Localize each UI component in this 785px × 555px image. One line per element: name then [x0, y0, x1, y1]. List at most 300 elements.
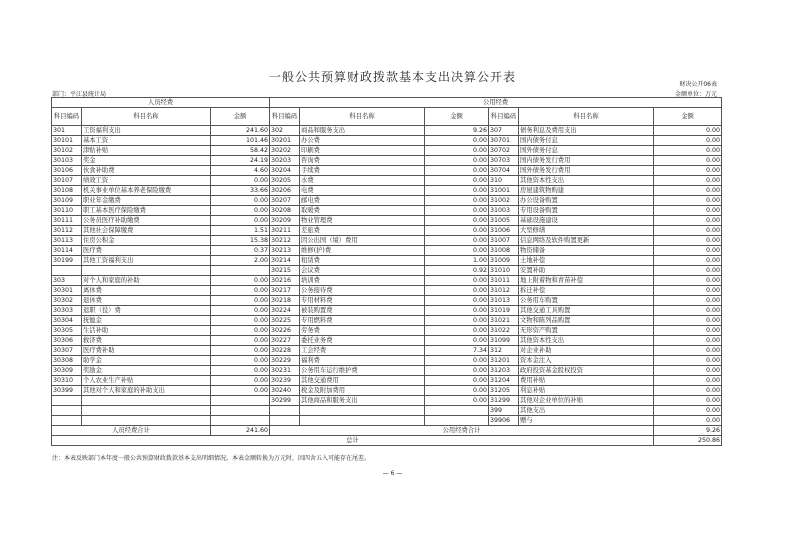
cell-code: 30304 — [52, 316, 82, 326]
cell-code: 30301 — [52, 286, 82, 296]
cell-code: 31021 — [489, 316, 519, 326]
cell-name: 培训费 — [300, 276, 425, 286]
cell-amount: 0.00 — [425, 246, 489, 256]
table-row — [52, 206, 722, 216]
table-row — [52, 296, 722, 306]
cell-name: 专用燃料费 — [300, 316, 425, 326]
cell-code: 303 — [52, 276, 82, 286]
cell-code: 30111 — [52, 216, 82, 226]
cell-code: 30202 — [270, 146, 300, 156]
grand-total-value: 250.86 — [654, 436, 722, 446]
cell-code: 30231 — [270, 366, 300, 376]
cell-name: 委托业务费 — [300, 336, 425, 346]
cell-amount: 0.00 — [425, 296, 489, 306]
cell-code: 30102 — [52, 146, 82, 156]
cell-name: 助学金 — [82, 356, 211, 366]
cell-code: 310 — [489, 176, 519, 186]
table-row — [52, 326, 722, 336]
cell-amount: 0.00 — [654, 326, 722, 336]
cell-name: 安置补助 — [519, 266, 654, 276]
cell-name: 机关事业单位基本养老保险缴费 — [82, 186, 211, 196]
page-number: — 6 — — [382, 470, 403, 477]
cell-code — [270, 406, 300, 416]
cell-code: 30216 — [270, 276, 300, 286]
cell-code: 30211 — [270, 226, 300, 236]
cell-amount: 0.00 — [211, 216, 270, 226]
cell-name: 其他对企业单位的补贴 — [519, 396, 654, 406]
cell-name: 绩效工资 — [82, 176, 211, 186]
col-code-2: 科目编码 — [270, 108, 300, 126]
table-row — [52, 346, 722, 356]
cell-code: 31011 — [489, 276, 519, 286]
table-row — [52, 376, 722, 386]
cell-code: 30224 — [270, 306, 300, 316]
table-row — [52, 396, 722, 406]
cell-name: 文物和陈列品购置 — [519, 316, 654, 326]
table-row — [52, 246, 722, 256]
cell-code: 30309 — [52, 366, 82, 376]
col-code-1: 科目编码 — [52, 108, 82, 126]
cell-amount: 0.00 — [211, 326, 270, 336]
cell-code: 30703 — [489, 156, 519, 166]
personnel-header: 人员经费 — [52, 98, 270, 108]
cell-name: 其他工资福利支出 — [82, 256, 211, 266]
cell-code: 31009 — [489, 256, 519, 266]
cell-amount: 0.00 — [211, 296, 270, 306]
cell-name: 费用补贴 — [519, 376, 654, 386]
cell-code: 31203 — [489, 366, 519, 376]
cell-code: 30239 — [270, 376, 300, 386]
col-amount-3: 金额 — [654, 108, 722, 126]
cell-name: 物资储备 — [519, 246, 654, 256]
cell-name: 公务员医疗补助缴费 — [82, 216, 211, 226]
cell-amount: 0.00 — [425, 226, 489, 236]
cell-code: 30107 — [52, 176, 82, 186]
cell-amount: 33.66 — [211, 186, 270, 196]
cell-amount: 0.00 — [654, 136, 722, 146]
cell-code — [52, 396, 82, 406]
cell-name: 离休费 — [82, 286, 211, 296]
cell-amount: 0.92 — [425, 266, 489, 276]
cell-amount: 0.00 — [654, 316, 722, 326]
cell-code: 31012 — [489, 286, 519, 296]
cell-name: 商品和服务支出 — [300, 126, 425, 136]
cell-code: 31022 — [489, 326, 519, 336]
table-row — [52, 146, 722, 156]
cell-amount: 0.00 — [211, 206, 270, 216]
cell-amount: 7.34 — [425, 346, 489, 356]
cell-amount: 0.00 — [211, 336, 270, 346]
cell-name: 工会经费 — [300, 346, 425, 356]
table-row — [52, 336, 722, 346]
cell-amount: 9.26 — [425, 126, 489, 136]
table-row — [52, 366, 722, 376]
cell-amount: 0.37 — [211, 246, 270, 256]
cell-code: 30240 — [270, 386, 300, 396]
cell-code — [270, 416, 300, 426]
table-row — [52, 416, 722, 426]
public-total-label: 公用经费合计 — [270, 426, 654, 436]
public-header: 公用经费 — [270, 98, 722, 108]
cell-name: 取暖费 — [300, 206, 425, 216]
cell-code: 31010 — [489, 266, 519, 276]
cell-name: 劳务费 — [300, 326, 425, 336]
cell-code: 312 — [489, 346, 519, 356]
table-row — [52, 176, 722, 186]
col-amount-1: 金额 — [211, 108, 270, 126]
cell-amount: 0.00 — [654, 306, 722, 316]
cell-name: 其他社会保障缴费 — [82, 226, 211, 236]
cell-code — [52, 416, 82, 426]
personnel-total-value: 241.60 — [211, 426, 270, 436]
cell-name: 基本工资 — [82, 136, 211, 146]
cell-amount: 24.19 — [211, 156, 270, 166]
cell-name: 办公费 — [300, 136, 425, 146]
table-row — [52, 126, 722, 136]
cell-amount: 0.00 — [654, 366, 722, 376]
cell-code: 31299 — [489, 396, 519, 406]
cell-code: 30206 — [270, 186, 300, 196]
cell-code: 30299 — [270, 396, 300, 406]
cell-code: 30228 — [270, 346, 300, 356]
cell-code: 399 — [489, 406, 519, 416]
cell-amount: 0.00 — [425, 186, 489, 196]
cell-name: 公务用车运行维护费 — [300, 366, 425, 376]
cell-amount: 0.00 — [425, 146, 489, 156]
cell-amount: 0.00 — [425, 326, 489, 336]
cell-amount: 0.00 — [654, 406, 722, 416]
cell-name: 住房公积金 — [82, 236, 211, 246]
cell-amount: 1.00 — [425, 256, 489, 266]
cell-name: 国外债务发行费用 — [519, 166, 654, 176]
cell-amount: 0.00 — [654, 196, 722, 206]
cell-name: 医疗费 — [82, 246, 211, 256]
cell-name: 电费 — [300, 186, 425, 196]
cell-amount: 0.00 — [654, 166, 722, 176]
cell-name: 其他资本性支出 — [519, 176, 654, 186]
cell-amount: 0.00 — [211, 386, 270, 396]
cell-amount: 0.00 — [654, 146, 722, 156]
cell-code: 30212 — [270, 236, 300, 246]
public-total-value: 9.26 — [654, 426, 722, 436]
cell-name: 专用设备购置 — [519, 206, 654, 216]
cell-name — [82, 396, 211, 406]
cell-name: 利息补贴 — [519, 386, 654, 396]
cell-name: 维修(护)费 — [300, 246, 425, 256]
table-row — [52, 406, 722, 416]
cell-amount: 0.00 — [425, 366, 489, 376]
cell-name: 物业管理费 — [300, 216, 425, 226]
header-row-groups — [52, 98, 722, 108]
cell-amount — [211, 406, 270, 416]
cell-amount: 0.00 — [654, 416, 722, 426]
cell-amount — [211, 416, 270, 426]
cell-code: 30226 — [270, 326, 300, 336]
cell-name: 其他支出 — [519, 406, 654, 416]
cell-code: 30214 — [270, 256, 300, 266]
cell-amount: 0.00 — [654, 126, 722, 136]
cell-code: 31204 — [489, 376, 519, 386]
cell-amount: 0.00 — [425, 276, 489, 286]
cell-name — [300, 416, 425, 426]
cell-amount: 0.00 — [654, 386, 722, 396]
cell-code — [52, 266, 82, 276]
cell-code: 30218 — [270, 296, 300, 306]
cell-name: 对企业补助 — [519, 346, 654, 356]
cell-amount: 101.46 — [211, 136, 270, 146]
subtotal-row — [52, 426, 722, 436]
cell-code: 30213 — [270, 246, 300, 256]
cell-code: 30209 — [270, 216, 300, 226]
cell-name: 对个人和家庭的补助 — [82, 276, 211, 286]
cell-amount: 0.00 — [211, 276, 270, 286]
header-row-columns — [52, 108, 722, 126]
cell-name: 公务用车购置 — [519, 296, 654, 306]
cell-name: 大型修缮 — [519, 226, 654, 236]
cell-name: 债务利息及费用支出 — [519, 126, 654, 136]
cell-code: 30217 — [270, 286, 300, 296]
cell-code: 30201 — [270, 136, 300, 146]
cell-amount: 0.00 — [425, 166, 489, 176]
cell-code: 30103 — [52, 156, 82, 166]
cell-code: 30207 — [270, 196, 300, 206]
cell-code: 31013 — [489, 296, 519, 306]
cell-amount: 0.00 — [654, 186, 722, 196]
cell-name: 邮电费 — [300, 196, 425, 206]
table-row — [52, 196, 722, 206]
cell-amount: 241.60 — [211, 126, 270, 136]
cell-code: 30112 — [52, 226, 82, 236]
cell-code: 30101 — [52, 136, 82, 146]
cell-code: 30701 — [489, 136, 519, 146]
cell-name: 地上附着物和青苗补偿 — [519, 276, 654, 286]
cell-amount — [425, 406, 489, 416]
cell-name: 公务接待费 — [300, 286, 425, 296]
cell-amount: 0.00 — [211, 346, 270, 356]
cell-amount: 0.00 — [654, 256, 722, 266]
cell-amount: 0.00 — [654, 226, 722, 236]
cell-amount: 0.00 — [425, 206, 489, 216]
cell-code: 30110 — [52, 206, 82, 216]
cell-amount: 0.00 — [425, 286, 489, 296]
cell-code: 31001 — [489, 186, 519, 196]
cell-name: 租赁费 — [300, 256, 425, 266]
cell-amount: 0.00 — [425, 356, 489, 366]
cell-amount: 0.00 — [425, 386, 489, 396]
cell-amount: 0.00 — [425, 376, 489, 386]
cell-code: 30225 — [270, 316, 300, 326]
table-row — [52, 386, 722, 396]
cell-code: 31008 — [489, 246, 519, 256]
cell-name: 会议费 — [300, 266, 425, 276]
cell-code: 30229 — [270, 356, 300, 366]
table-row — [52, 276, 722, 286]
cell-amount: 0.00 — [211, 366, 270, 376]
cell-name: 手续费 — [300, 166, 425, 176]
department-label: 部门：平江县统计局 — [52, 91, 107, 98]
cell-code: 31003 — [489, 206, 519, 216]
cell-code: 30203 — [270, 156, 300, 166]
cell-code: 31201 — [489, 356, 519, 366]
cell-amount: 0.00 — [654, 286, 722, 296]
cell-code: 31007 — [489, 236, 519, 246]
col-code-3: 科目编码 — [489, 108, 519, 126]
cell-code: 30215 — [270, 266, 300, 276]
cell-name: 被装购置费 — [300, 306, 425, 316]
table-row — [52, 186, 722, 196]
cell-name: 国内债务付息 — [519, 136, 654, 146]
table-row — [52, 306, 722, 316]
cell-code: 30303 — [52, 306, 82, 316]
cell-amount: 0.00 — [211, 196, 270, 206]
cell-code: 30307 — [52, 346, 82, 356]
cell-amount: 0.00 — [654, 246, 722, 256]
cell-code: 31002 — [489, 196, 519, 206]
table-row — [52, 226, 722, 236]
personnel-total-label: 人员经费合计 — [52, 426, 211, 436]
cell-name: 赠与 — [519, 416, 654, 426]
cell-amount: 0.00 — [654, 156, 722, 166]
table-row — [52, 356, 722, 366]
cell-name: 职工基本医疗保险缴费 — [82, 206, 211, 216]
cell-name: 退职（役）费 — [82, 306, 211, 316]
table-row — [52, 156, 722, 166]
table-row — [52, 166, 722, 176]
cell-code: 30109 — [52, 196, 82, 206]
cell-name: 抚恤金 — [82, 316, 211, 326]
cell-name: 救济费 — [82, 336, 211, 346]
cell-amount: 15.38 — [211, 236, 270, 246]
cell-name: 生活补助 — [82, 326, 211, 336]
cell-name: 无形资产购置 — [519, 326, 654, 336]
table-row — [52, 216, 722, 226]
cell-name: 工资福利支出 — [82, 126, 211, 136]
cell-name: 资本金注入 — [519, 356, 654, 366]
cell-name — [82, 406, 211, 416]
cell-name: 津贴补贴 — [82, 146, 211, 156]
cell-code: 30399 — [52, 386, 82, 396]
cell-amount: 0.00 — [425, 396, 489, 406]
cell-name: 咨询费 — [300, 156, 425, 166]
cell-code: 30108 — [52, 186, 82, 196]
unit-label: 金额单位：万元 — [674, 91, 717, 98]
cell-name: 退休费 — [82, 296, 211, 306]
cell-amount: 0.00 — [211, 316, 270, 326]
cell-name: 职业年金缴费 — [82, 196, 211, 206]
col-name-2: 科目名称 — [300, 108, 425, 126]
cell-amount: 0.00 — [425, 306, 489, 316]
form-number: 财决公开06表 — [679, 81, 717, 88]
cell-name — [300, 406, 425, 416]
cell-code: 30227 — [270, 336, 300, 346]
cell-code: 307 — [489, 126, 519, 136]
expenditure-table — [51, 97, 722, 446]
table-row — [52, 316, 722, 326]
cell-amount: 0.00 — [654, 266, 722, 276]
cell-amount: 0.00 — [654, 206, 722, 216]
cell-amount: 2.00 — [211, 256, 270, 266]
cell-name: 办公设备购置 — [519, 196, 654, 206]
cell-code: 30704 — [489, 166, 519, 176]
table-row — [52, 136, 722, 146]
cell-name: 信息网络及软件购置更新 — [519, 236, 654, 246]
cell-amount: 0.00 — [425, 156, 489, 166]
cell-code — [52, 406, 82, 416]
cell-name: 奖励金 — [82, 366, 211, 376]
cell-amount — [211, 396, 270, 406]
cell-name: 税金及附加费用 — [300, 386, 425, 396]
cell-amount: 0.00 — [425, 336, 489, 346]
col-amount-2: 金额 — [425, 108, 489, 126]
cell-code: 30308 — [52, 356, 82, 366]
cell-name: 土地补偿 — [519, 256, 654, 266]
cell-code: 30310 — [52, 376, 82, 386]
cell-code: 31099 — [489, 336, 519, 346]
cell-amount: 0.00 — [211, 176, 270, 186]
cell-code: 30113 — [52, 236, 82, 246]
cell-name — [82, 266, 211, 276]
grand-total-row — [52, 436, 722, 446]
cell-code: 30305 — [52, 326, 82, 336]
cell-code: 30306 — [52, 336, 82, 346]
cell-name: 奖金 — [82, 156, 211, 166]
cell-name: 印刷费 — [300, 146, 425, 156]
cell-name: 其他交通费用 — [300, 376, 425, 386]
cell-name — [82, 416, 211, 426]
cell-amount — [425, 416, 489, 426]
table-row — [52, 266, 722, 276]
cell-amount: 0.00 — [425, 136, 489, 146]
cell-amount: 0.00 — [211, 286, 270, 296]
col-name-3: 科目名称 — [519, 108, 654, 126]
cell-name: 基础设施建设 — [519, 216, 654, 226]
col-name-1: 科目名称 — [82, 108, 211, 126]
cell-amount: 0.00 — [211, 356, 270, 366]
cell-name: 房屋建筑物购建 — [519, 186, 654, 196]
cell-name: 其他资本性支出 — [519, 336, 654, 346]
cell-name: 福利费 — [300, 356, 425, 366]
cell-amount: 0.00 — [654, 216, 722, 226]
cell-name: 因公出国（境）费用 — [300, 236, 425, 246]
cell-code: 30204 — [270, 166, 300, 176]
cell-amount: 0.00 — [654, 296, 722, 306]
cell-amount: 0.00 — [654, 356, 722, 366]
cell-amount: 0.00 — [654, 176, 722, 186]
cell-name: 政府投资基金股权投资 — [519, 366, 654, 376]
cell-amount: 0.00 — [654, 276, 722, 286]
cell-amount: 0.00 — [211, 376, 270, 386]
cell-name: 其他交通工具购置 — [519, 306, 654, 316]
cell-amount: 0.00 — [425, 316, 489, 326]
cell-code: 301 — [52, 126, 82, 136]
cell-code: 31019 — [489, 306, 519, 316]
cell-amount: 0.00 — [425, 176, 489, 186]
cell-name: 国外债务付息 — [519, 146, 654, 156]
cell-name: 伙食补助费 — [82, 166, 211, 176]
cell-amount: 0.00 — [654, 336, 722, 346]
cell-code: 30106 — [52, 166, 82, 176]
cell-amount: 0.00 — [654, 376, 722, 386]
footnote: 注：本表反映部门本年度一般公共预算财政拨款基本支出明细情况。本表金额转换为万元时，因四舍五入可能存在尾差。 — [52, 455, 371, 462]
cell-name: 其他对个人和家庭的补助支出 — [82, 386, 211, 396]
cell-amount: 0.00 — [211, 306, 270, 316]
cell-code: 30114 — [52, 246, 82, 256]
cell-name: 个人农业生产补贴 — [82, 376, 211, 386]
cell-amount — [211, 266, 270, 276]
cell-amount: 0.00 — [654, 346, 722, 356]
cell-code: 30208 — [270, 206, 300, 216]
cell-amount: 0.00 — [654, 236, 722, 246]
